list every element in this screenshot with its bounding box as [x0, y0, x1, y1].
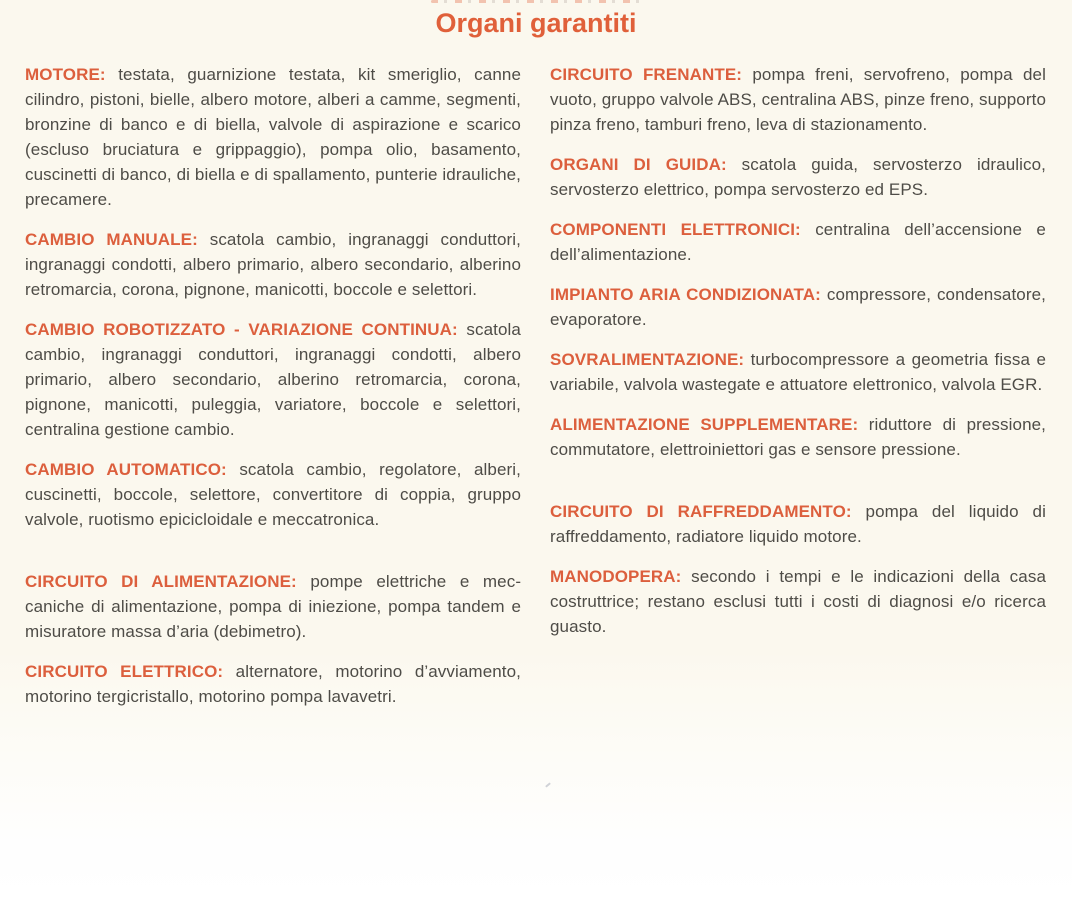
section-organi-di-guida: [550, 152, 1046, 202]
section-heading: IMPIANTO ARIA CONDIZIONATA:: [550, 285, 821, 304]
section-circuito-di-alimentazione: [25, 547, 521, 644]
section-motore: [25, 62, 521, 212]
section-heading: CAMBIO ROBOTIZZATO - VARIAZIONE CONTINUA:: [25, 320, 458, 339]
page-title: Organi garantiti: [435, 8, 637, 38]
right-column: [550, 62, 1046, 724]
section-heading: CIRCUITO DI RAFFREDDAMENTO:: [550, 502, 852, 521]
section-body: turbocompressore a geometria fissa e variabile, valvola wastegate e attuatore elettronico, valvola EGR.: [550, 350, 1046, 394]
section-body: pompa del liquido di raffreddamento, radiatore liquido motore.: [550, 502, 1046, 546]
section-body: scatola cambio, ingranaggi conduttori, ingranaggi condotti, albero primario, albero secondario, alberino retromarcia, corona, pignone, manicotti, boccole e selettori.: [25, 230, 521, 299]
section-alimentazione-supplementare: [550, 412, 1046, 462]
section-body: scatola cambio, regolatore, alberi, cuscinetti, boccole, selettore, convertitore di coppia, gruppo valvole, ruotismo epicicloidale e meccatronica.: [25, 460, 521, 529]
section-heading: CAMBIO MANUALE:: [25, 230, 198, 249]
section-heading: CIRCUITO FRENANTE:: [550, 65, 743, 84]
section-circuito-frenante: [550, 62, 1046, 137]
section-sovralimentazione: [550, 347, 1046, 397]
section-body: pompa freni, servofreno, pompa del vuoto, gruppo valvole ABS, centralina ABS, pinze freno, supporto pinza freno, tamburi freno, leva di stazionamento.: [550, 65, 1046, 134]
section-body: compressore, condensatore, evaporatore.: [550, 285, 1047, 329]
two-column-body: [0, 39, 1072, 724]
section-body: centralina dell’accensione e dell’alimentazione.: [550, 220, 1046, 264]
section-cambio-manuale: [25, 227, 521, 302]
section-circuito-elettrico: [25, 659, 521, 709]
section-heading: MOTORE:: [25, 65, 106, 84]
left-column: [25, 62, 521, 724]
section-cambio-robotizzato: [25, 317, 521, 442]
section-cambio-automatico: [25, 457, 521, 532]
scan-speck: [545, 782, 551, 787]
section-body: testata, guarnizione testata, kit smeriglio, canne cilindro, pistoni, bielle, albero motore, alberi a camme, segmenti, bronzine di banco e di biella, valvole di aspirazione e scarico (escluso bruciatura e grippaggio), pompa olio, basamento, cuscinetti di banco, di biella e di spallamento, punterie idrauliche, precamere.: [25, 65, 521, 209]
section-heading: CIRCUITO DI ALIMENTAZIONE:: [25, 572, 297, 591]
section-heading: CIRCUITO ELETTRICO:: [25, 662, 224, 681]
section-heading: COMPONENTI ELETTRONICI:: [550, 220, 801, 239]
section-body: scatola cambio, ingranaggi conduttori, ingranaggi condotti, albero primario, albero secondario, alberino retromarcia, corona, pignone, manicotti, puleggia, variatore, boccole e selettori, centralina gestione cambio.: [25, 320, 521, 439]
section-heading: MANODOPERA:: [550, 567, 682, 586]
section-heading: SOVRALIMENTAZIONE:: [550, 350, 745, 369]
section-body: pompe elettriche e meccaniche di alimentazione, pompa di iniezione, pompa tandem e misuratore massa d’aria (debimetro).: [25, 572, 521, 641]
section-body: alternatore, motorino d’avviamento, motorino tergicristallo, motorino pompa lavavetri.: [25, 662, 522, 706]
section-body: scatola guida, servosterzo idraulico, servosterzo elettrico, pompa servosterzo ed EPS.: [550, 155, 1046, 199]
section-manodopera: [550, 564, 1046, 639]
section-impianto-aria-condizionata: [550, 282, 1046, 332]
section-circuito-di-raffreddamento: [550, 477, 1046, 549]
section-body: secondo i tempi e le indicazioni della casa costruttrice; restano esclusi tutti i costi di diagnosi e/o ricerca guasto.: [550, 567, 1046, 636]
section-componenti-elettronici: [550, 217, 1046, 267]
section-heading: ORGANI DI GUIDA:: [550, 155, 727, 174]
section-heading: ALIMENTAZIONE SUPPLEMENTARE:: [550, 415, 859, 434]
section-heading: CAMBIO AUTOMATICO:: [25, 460, 227, 479]
cropped-text-artifact: [431, 0, 641, 3]
section-body: riduttore di pressione, commutatore, elettroiniettori gas e sensore pressione.: [550, 415, 1047, 459]
